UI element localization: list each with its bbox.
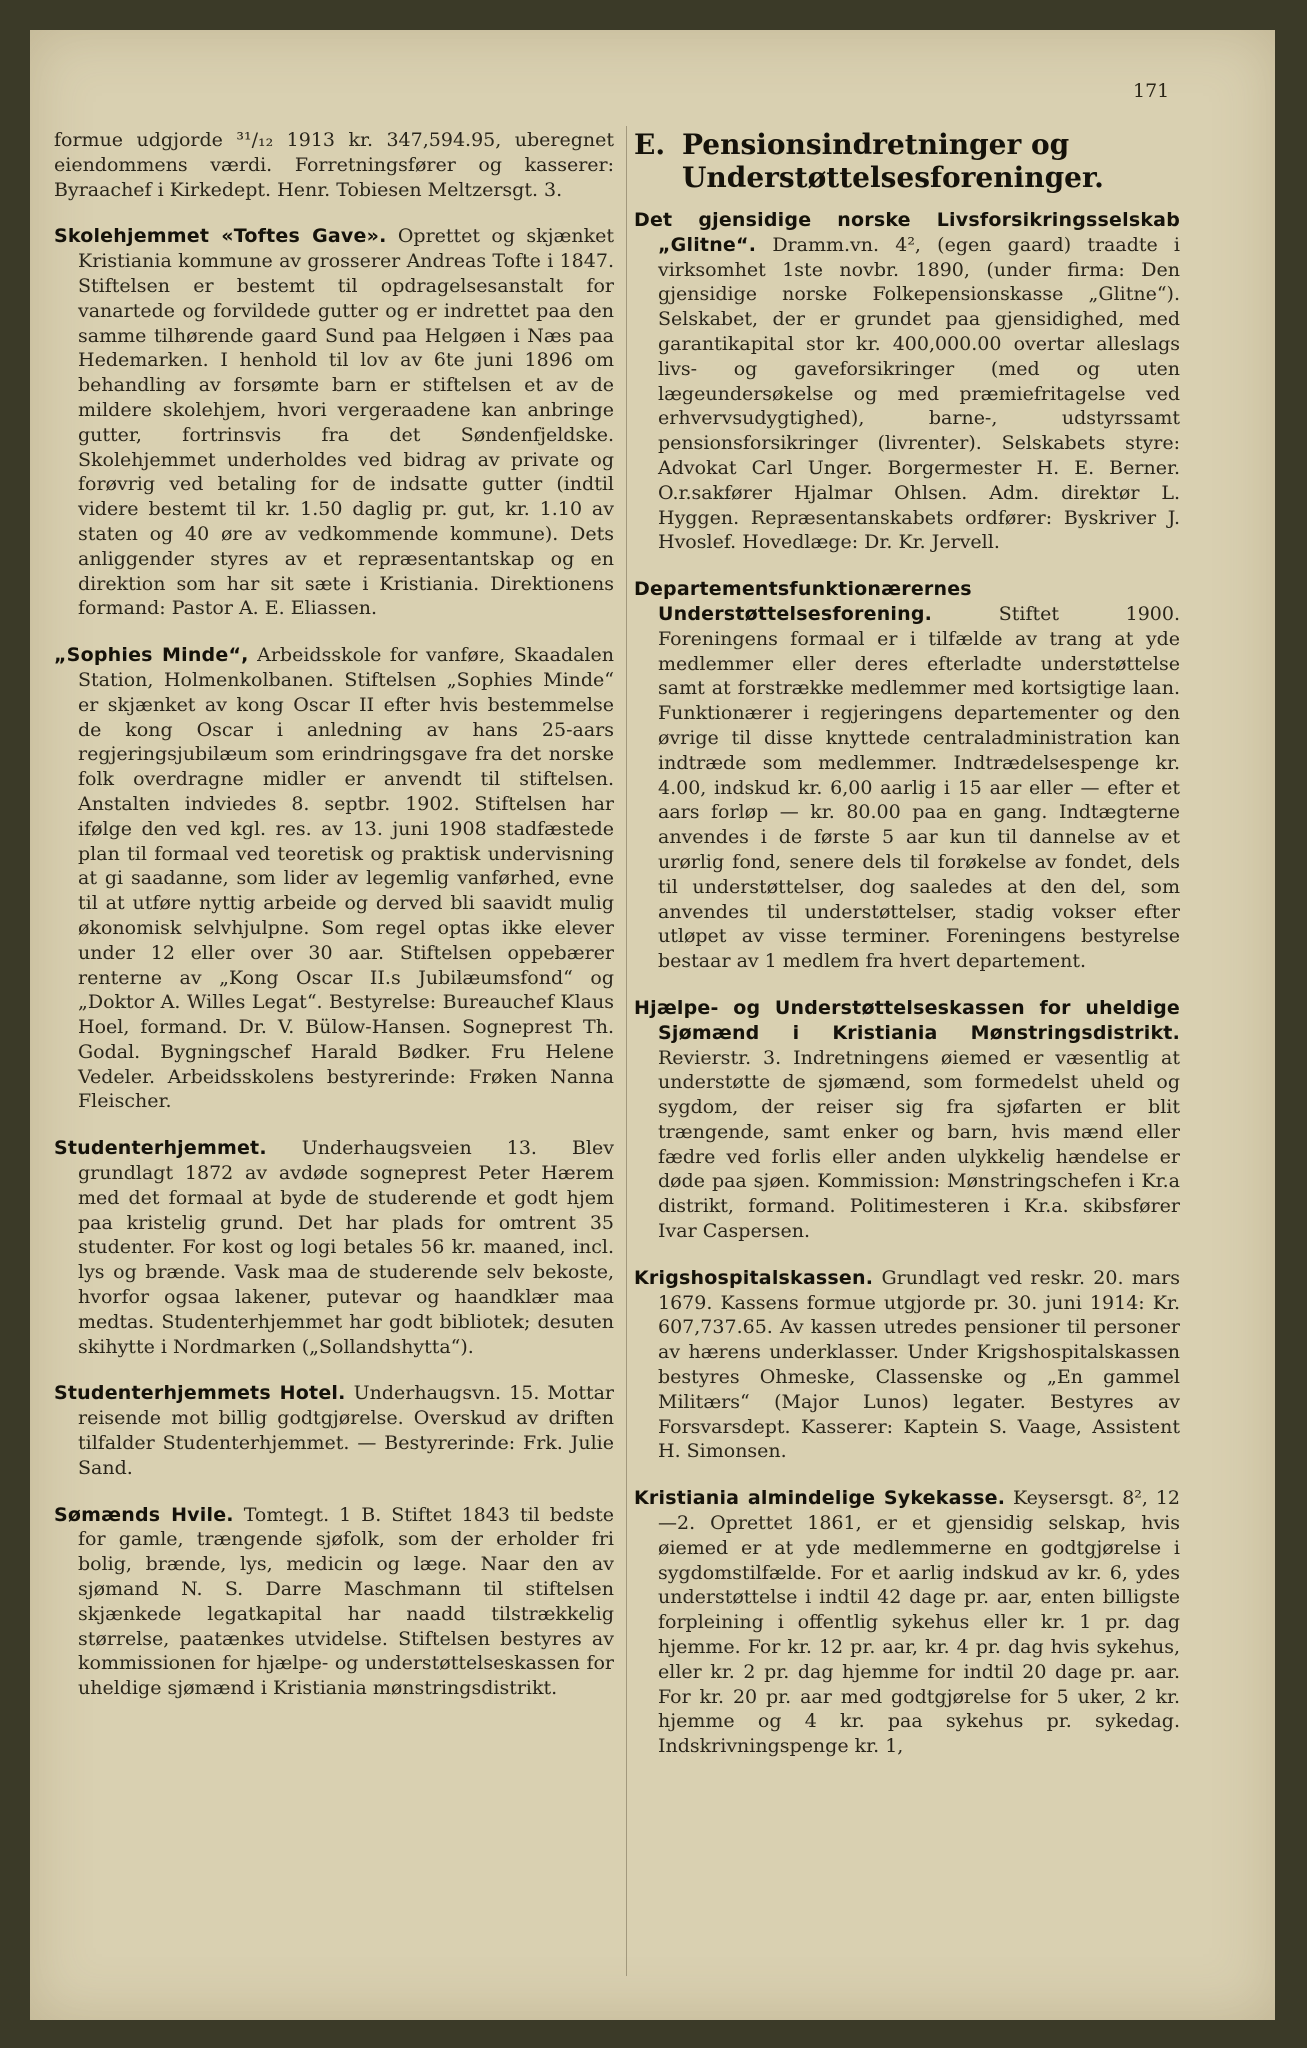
entry-heading: Det gjensidige norske Livsforsikringsselskab „Glitne“. [634,209,1180,256]
entry-sykekasse [634,1486,1180,1759]
entry-text: Keysersgt. 8², 12—2. Oprettet 1861, er et gjensidig selskap, hvis øiemed er at yde medlemmerne en godtgjørelse i sygdomstilfælde. For et aarlig indskud av kr. 6, ydes understøttelse i indtil 42 dage pr. aar, enten billigste forpleining i offentlig sykehus eller kr. 1 pr. dag hjemme. For kr. 12 pr. aar, kr. 4 pr. dag hvis sykehus, eller kr. 2 pr. dag hjemme for indtil 20 dage pr. aar. For kr. 20 pr. aar med godtgjørelse for 5 uker, 2 kr. hjemme og 4 kr. paa sykehus pr. sykedag. Indskrivningspenge kr. 1, [658,1487,1180,1758]
entry-text: Underhaugsveien 13. Blev grundlagt 1872 av avdøde sogneprest Peter Hærem med det formaal at byde de studerende et godt hjem paa kristelig grund. Det har plads for omtrent 35 studenter. For kost og logi betales 56 kr. maaned, incl. lys og brænde. Vask maa de studerende selv bekoste, hvorfor ogsaa lakener, putevar og haandklær maa medtas. Studenterhjemmet har godt bibliotek; desuten skihytte i Nordmarken („Sollandshytta“). [78,1137,614,1358]
entry-sophies-minde [54,643,614,1114]
document-page [30,30,1275,2020]
entry-heading: „Sophies Minde“, [54,644,249,667]
entry-heading: Sømænds Hvile. [54,1503,234,1526]
entry-hjaelpe-kassen [634,996,1180,1244]
entry-text: Stiftet 1900. Foreningens formaal er i tilfælde av trang at yde medlemmer eller deres efterladte understøttelse samt at forstrække medlemmer med kortsigtige laan. Funktionærer i regjeringens departementer og den øvrige til disse knyttede centraladministration kan indtræde som medlemmer. Indtrædelsespenge kr. 4.00, indskud kr. 6,00 aarlig i 15 aar eller — efter et aars forløp — kr. 80.00 paa en gang. Indtægterne anvendes i de første 5 aar kun til dannelse av et urørlig fond, senere dels til forøkelse av fondet, dels til understøttelser, dog saaledes at den del, som anvendes til understøttelser, stadig vokser efter utløpet av visse terminer. Foreningens bestyrelse bestaar av 1 medlem fra hvert departement. [658,602,1180,973]
entry-krigshospitalskassen [634,1266,1180,1464]
entry-heading: Studenterhjemmets Hotel. [54,1382,346,1405]
entry-text: Tomtegt. 1 B. Stiftet 1843 til bedste for gamle, trængende sjøfolk, som der erholder fri bolig, brænde, lys, medicin og læge. Naar den av sjømand N. S. Darre Maschmann til stiftelsen skjænkede legatkapital har naadd tilstrækkelig størrelse, paatænkes utvidelse. Stiftelsen bestyres av kommissionen for hjælpe- og understøttelseskassen for uheldige sjømænd i Kristiania mønstringsdistrikt. [78,1503,614,1700]
entry-heading: Skolehjemmet «Toftes Gave». [54,225,387,248]
entry-heading: Kristiania almindelige Sykekasse. [634,1487,1006,1510]
section-title-text: Pensionsindretninger og Understøttelsesforeninger. [682,128,1104,194]
entry-text: Oprettet og skjænket Kristiania kommune av grosserer Andreas Tofte i 1847. Stiftelsen er bestemt til opdragelsesanstalt for vanartede og forvildede gutter og er indrettet paa den samme tilhørende gaard Sund paa Helgøen i Næs paa Hedemarken. I henhold til lov av 6te juni 1896 om behandling av forsømte barn er stiftelsen et av de mildere skolehjem, hvori vergeraadene kan anbringe gutter, fortrinsvis fra det Søndenfjeldske. Skolehjemmet underholdes ved bidrag av private og forøvrig ved betaling for de indsatte gutter (indtil videre bestemt til kr. 1.50 daglig pr. gut, kr. 1.10 av staten og 40 øre av vedkommende kommune). Dets anliggender styres av et repræsentantskap og en direktion som har sit sæte i Kristiania. Direktionens formand: Pastor A. E. Eliassen. [78,225,614,620]
column-divider [626,126,627,1976]
entry-heading: Studenterhjemmet. [54,1137,267,1160]
entry-departementsfunktionaerernes [634,577,1180,974]
entry-text: Arbeidsskole for vanføre, Skaadalen Station, Holmenkolbanen. Stiftelsen „Sophies Minde“ er skjænket av kong Oscar II efter hvis bestemmelse de kong Oscar i anledning av hans 25-aars regjeringsjubilæum som erindringsgave fra det norske folk overdragne midler er anvendt til stiftelsen. Anstalten indviedes 8. septbr. 1902. Stiftelsen har ifølge den ved kgl. res. av 13. juni 1908 stadfæstede plan til formaal ved teoretisk og praktisk undervisning at gi saadanne, som lider av legemlig vanførhed, evne til at utføre nyttig arbeide og derved bli saavidt mulig økonomisk selvhjulpne. Som regel optas ikke elever under 12 eller over 30 aar. Stiftelsen oppebærer renterne av „Kong Oscar II.s Jubilæumsfond“ og „Doktor A. Willes Legat“. Bestyrelse: Bureauchef Klaus Hoel, formand. Dr. V. Bülow-Hansen. Sogneprest Th. Godal. Bygningschef Harald Bødker. Fru Helene Vedeler. Arbeidsskolens bestyrerinde: Frøken Nanna Fleischer. [78,644,614,1113]
section-title [634,128,1180,194]
entry-text: Grundlagt ved reskr. 20. mars 1679. Kassens formue utgjorde pr. 30. juni 1914: Kr. 607,737.65. Av kassen utredes pensioner til personer av hærens underklasser. Under Krigshospitalskassen bestyres Ohmeske, Classenske og „En gammel Militærs“ (Major Lunos) legater. Bestyres av Forsvarsdept. Kasserer: Kaptein S. Vaage, Assistent H. Simonsen. [658,1266,1181,1463]
entry-text: formue udgjorde ³¹/₁₂ 1913 kr. 347,594.95, uberegnet eiendommens værdi. Forretningsfører og kasserer: Byraachef i Kirkedept. Henr. Tobiesen Meltzersgt. 3. [54,129,614,201]
section-letter: E. [634,128,666,161]
entry-heading: Departementsfunktionærernes Understøttelsesforening. [634,578,972,625]
entry-studenterhjemmet [54,1136,614,1359]
entry-heading: Krigshospitalskassen. [634,1266,874,1289]
entry-toftes-gave [54,224,614,621]
entry-text: Revierstr. 3. Indretningens øiemed er væsentlig at understøtte de sjømænd, som formedelst uheld og sygdom, der reiser sig fra sjøfarten er blit trængende, samt enker og barn, hvis mænd eller fædre ved forlis eller anden ulykkelig hændelse er døde paa sjøen. Kommission: Mønstringschefen i Kr.a distrikt, formand. Politimesteren i Kr.a. skibsfører Ivar Caspersen. [658,1046,1180,1243]
left-column [54,128,614,1723]
right-column [634,128,1180,1781]
entry-studenterhjemmets-hotel [54,1381,614,1480]
entry-text: Dramm.vn. 4², (egen gaard) traadte i virksomhet 1ste novbr. 1890, (under firma: Den gjensidige norske Folkepensionskasse „Glitne“). Selskabet, der er grundet paa gjensidighed, med garantikapital stor kr. 400,000.00 overtar alleslags livs- og gaveforsikringer (med og uten lægeundersøkelse og med præmiefritagelse ved erhvervsudygtighed), barne-, udstyrssamt pensionsforsikringer (livrenter). Selskabets styre: Advokat Carl Unger. Borgermester H. E. Berner. O.r.sakfører Hjalmar Ohlsen. Adm. direktør L. Hyggen. Repræsentanskabets ordfører: Byskriver J. Hvoslef. Hovedlæge: Dr. Kr. Jervell. [658,233,1181,554]
entry-glitne [634,208,1180,555]
entry-heading: Hjælpe- og Understøttelseskassen for uheldige Sjømænd i Kristiania Mønstringsdistrikt. [634,996,1180,1044]
entry-somaends-hvile [54,1503,614,1701]
entry-continuation [54,128,614,202]
entry-text: Underhaugsvn. 15. Mottar reisende mot billig godtgjørelse. Overskud av driften tilfalder Studenterhjemmet. — Bestyrerinde: Frk. Julie Sand. [78,1382,615,1479]
page-number: 171 [1133,80,1170,102]
